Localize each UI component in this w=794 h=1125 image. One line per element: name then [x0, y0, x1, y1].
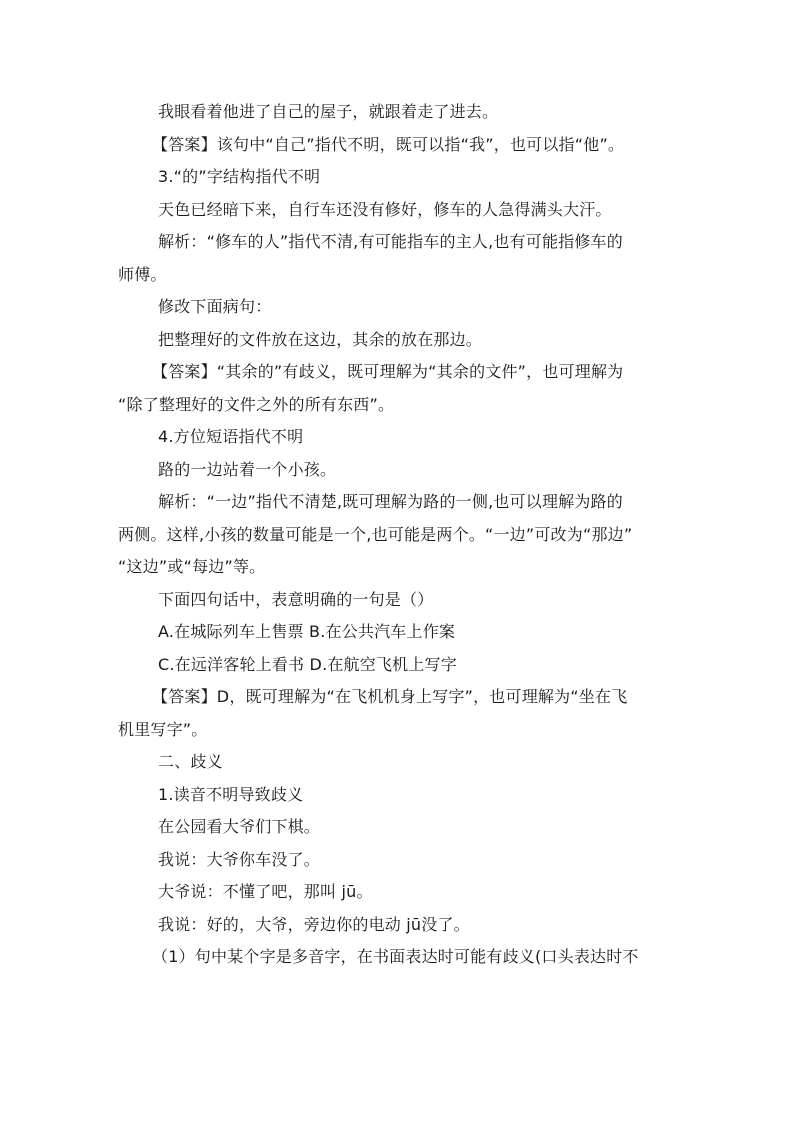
dialogue-line: 大爷说：不懂了吧，那叫 jū。: [158, 882, 373, 901]
answer-line-continued: 机里写字”。: [118, 719, 208, 739]
example-sentence: 路的一边站着一个小孩。: [158, 459, 337, 479]
section-heading: 1.读音不明导致歧义: [158, 784, 304, 804]
dialogue-line: 我说：好的，大爷，旁边你的电动 jū没了。: [158, 914, 470, 934]
exercise-sentence: 把整理好的文件放在这边，其余的放在那边。: [158, 329, 483, 349]
question-options: C.在远洋客轮上看书 D.在航空飞机上写字: [158, 654, 457, 674]
explanation-line: （1）句中某个字是多音字，在书面表达时可能有歧义(口头表达时不: [152, 947, 639, 966]
example-sentence: 天色已经暗下来，自行车还没有修好，修车的人急得满头大汗。: [158, 199, 612, 219]
analysis-line-continued: 师傅。: [118, 264, 167, 284]
question-options: A.在城际列车上售票 B.在公共汽车上作案: [158, 622, 456, 641]
analysis-line: 解析：“修车的人”指代不清,有可能指车的主人,也有可能指修车的: [158, 232, 623, 251]
analysis-line-continued: 两侧。这样,小孩的数量可能是一个,也可能是两个。“一边”可改为“那边”: [118, 524, 633, 544]
section-heading: 4.方位短语指代不明: [158, 427, 304, 446]
answer-line: 【答案】“其余的”有歧义，既可理解为“其余的文件”，也可理解为: [152, 362, 624, 381]
dialogue-line: 在公园看大爷们下棋。: [158, 817, 321, 836]
answer-line-continued: “除了整理好的文件之外的所有东西”。: [118, 394, 395, 414]
question-prompt: 下面四句话中，表意明确的一句是（）: [158, 589, 434, 609]
analysis-line-continued: “这边”或“每边”等。: [118, 557, 266, 576]
dialogue-line: 我说：大爷你车没了。: [158, 849, 321, 869]
paragraph-line: 我眼看着他进了自己的屋子，就跟着走了进去。: [158, 102, 499, 121]
chapter-heading: 二、歧义: [158, 752, 223, 771]
exercise-prompt: 修改下面病句：: [158, 297, 272, 316]
answer-line: 【答案】该句中“自己”指代不明，既可以指“我”，也可以指“他”。: [152, 134, 625, 154]
document-body: [118, 96, 703, 974]
answer-line: 【答案】D，既可理解为“在飞机机身上写字”，也可理解为“坐在飞: [152, 687, 628, 706]
section-heading: 3.“的”字结构指代不明: [158, 167, 321, 186]
analysis-line: 解析：“一边”指代不清楚,既可理解为路的一侧,也可以理解为路的: [158, 492, 623, 511]
